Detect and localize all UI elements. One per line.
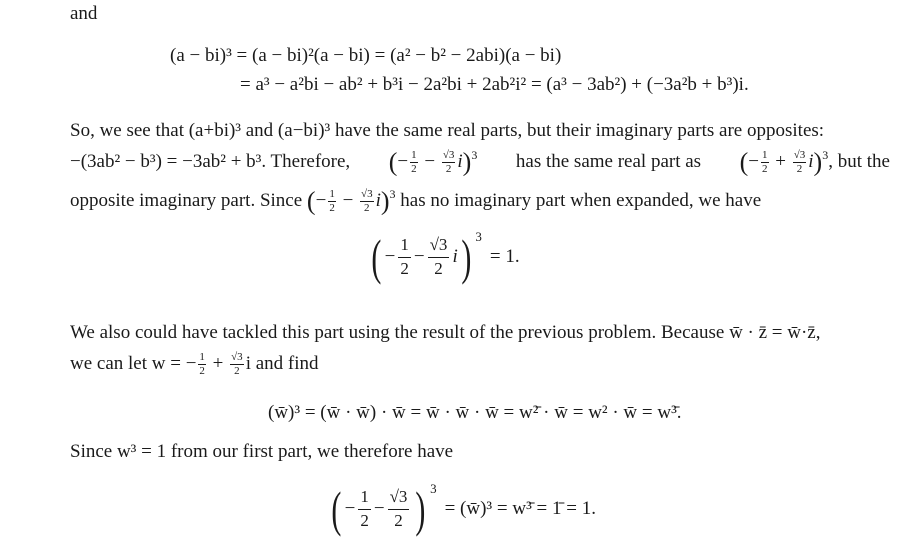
display-3-result: = (w̄)³ = w³̄ = 1̄ = 1. (444, 498, 596, 519)
display-equation-3: ( − $\frac{1}{2}$ − $\frac{√3}{2}$ ) 3 = (w̄)³ = w³̄ = 1̄ = 1. (331, 481, 596, 537)
p1-l3-text-a: opposite imaginary part. Since (70, 190, 303, 211)
display-1-result: = 1. (489, 246, 520, 267)
equation-line-1: (a − bi)³ = (a − bi)²(a − bi) = (a² − b² − 2abi)(a − bi) (170, 45, 562, 66)
p1-l3-text-b: has no imaginary part when expanded, we have (400, 190, 762, 211)
p1-l2-text-c: , but the (828, 151, 890, 172)
inline-expr-plus: (− $\frac{1}{2}$ + $\frac{√3}{2}$ i)$^3$, but the (739, 147, 890, 177)
p1-l2-text-a: −(3ab² − b³) = −3ab² + b³. Therefore, (70, 151, 351, 172)
paragraph-1-line-2 (70, 147, 890, 177)
inline-expr-minus: (− $\frac{1}{2}$ − $\frac{√3}{2}$ i)$^3$ (388, 147, 478, 177)
paragraph-2-line-1: We also could have tackled this part using the result of the previous problem. Because w̄ · z̄ = w̄·z̄, (70, 322, 821, 343)
display-equation-2: (w̄)³ = (w̄ · w̄) · w̄ = w̄ · w̄ · w̄ = w²̄ · w̄ = w² · w̄ = w³̄. (268, 402, 682, 423)
p1-l2-text-b: has the same real part as (515, 151, 702, 172)
paragraph-1-line-1: So, we see that (a+bi)³ and (a−bi)³ have the same real parts, but their imaginary parts are opposites: (70, 120, 825, 141)
paragraph-1-line-3 (70, 186, 762, 216)
inline-expr-minus-2: (− $\frac{1}{2}$ − $\frac{√3}{2}$ i)$^3$ (306, 186, 396, 216)
display-equation-1: ( − $\frac{1}{2}$ − $\frac{√3}{2}$ i ) 3 = 1. (371, 229, 520, 285)
p2-l2-text-b: i and find (245, 353, 319, 374)
paragraph-2-line-2: we can let w = − $\frac{1}{2}$ + $\frac{√3}{2}$ i and find (70, 351, 319, 378)
p2-l2-text-a: we can let w = − (70, 353, 197, 374)
equation-line-2: = a³ − a²bi − ab² + b³i − 2a²bi + 2ab²i² = (a³ − 3ab²) + (−3a²b + b³)i. (240, 74, 749, 95)
paragraph-3: Since w³ = 1 from our first part, we therefore have (70, 441, 454, 462)
intro-word: and (70, 3, 98, 24)
